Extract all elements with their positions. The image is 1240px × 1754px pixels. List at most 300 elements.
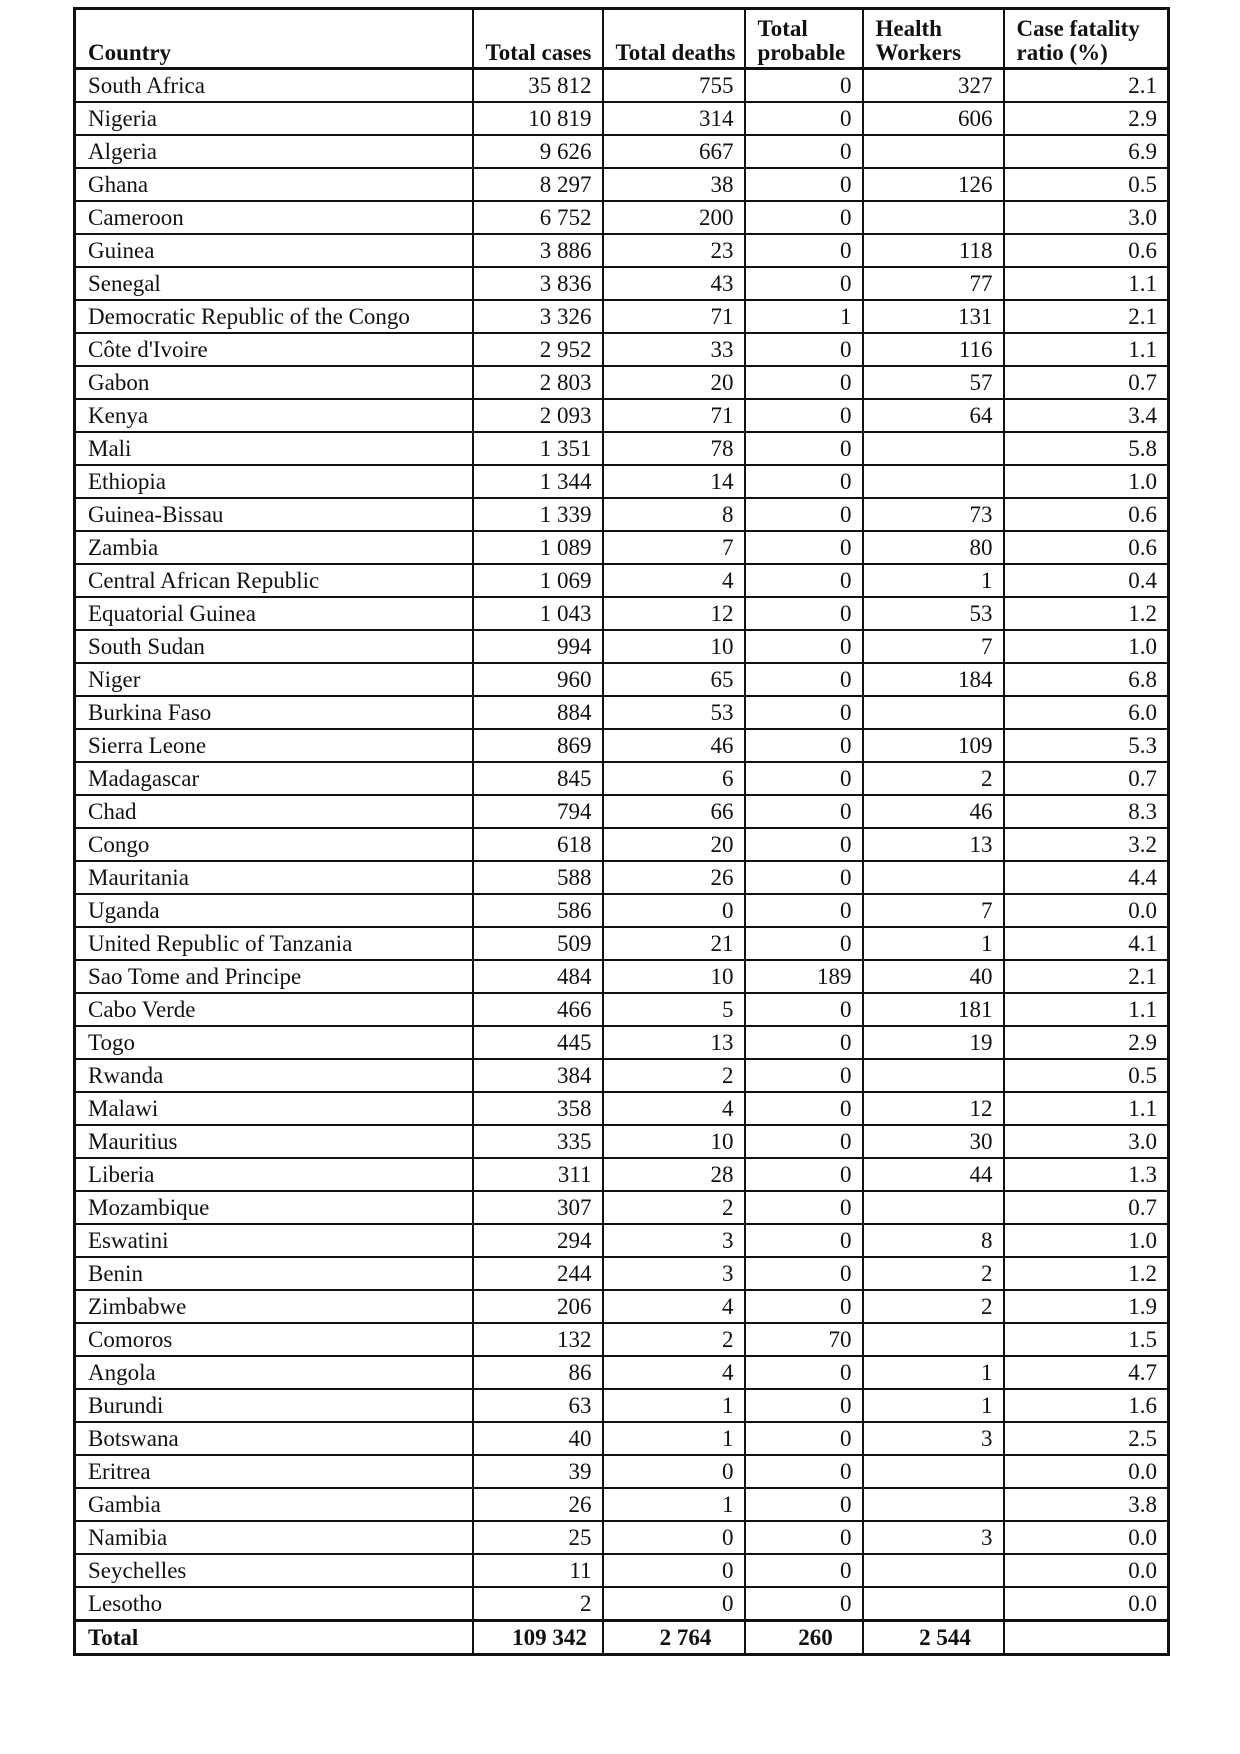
table-row: [75, 564, 1169, 597]
case-fatality-cell: 0.6: [1004, 498, 1169, 531]
case-fatality-cell: 2.1: [1004, 69, 1169, 103]
table-row: [75, 267, 1169, 300]
health-workers-cell: 13: [863, 828, 1004, 861]
total-deaths-cell: 3: [603, 1257, 745, 1290]
country-cell: Sao Tome and Principe: [75, 960, 473, 993]
total-deaths-cell: 4: [603, 1356, 745, 1389]
total-deaths-cell: 0: [603, 1554, 745, 1587]
total-cases-cell: 6 752: [473, 201, 603, 234]
total-probable-cell: 0: [745, 333, 863, 366]
total-deaths-cell: 23: [603, 234, 745, 267]
case-fatality-total: [1004, 1621, 1169, 1655]
country-cell: Central African Republic: [75, 564, 473, 597]
total-probable-cell: 0: [745, 1026, 863, 1059]
country-cell: Côte d'Ivoire: [75, 333, 473, 366]
health-workers-cell: 1: [863, 927, 1004, 960]
case-fatality-cell: 4.7: [1004, 1356, 1169, 1389]
total-probable-cell: 0: [745, 168, 863, 201]
country-cell: Chad: [75, 795, 473, 828]
country-cell: Botswana: [75, 1422, 473, 1455]
total-deaths-cell: 4: [603, 564, 745, 597]
total-cases-cell: 294: [473, 1224, 603, 1257]
health-workers-cell: 184: [863, 663, 1004, 696]
table-row: [75, 630, 1169, 663]
case-fatality-cell: 8.3: [1004, 795, 1169, 828]
case-fatality-cell: 1.1: [1004, 993, 1169, 1026]
case-fatality-cell: 2.1: [1004, 960, 1169, 993]
country-cell: Burkina Faso: [75, 696, 473, 729]
covid-cases-table: [73, 7, 1170, 1656]
total-cases-cell: 244: [473, 1257, 603, 1290]
table-row: [75, 1290, 1169, 1323]
total-probable-cell: 0: [745, 828, 863, 861]
header-total-cases: Total cases: [473, 9, 603, 69]
total-cases-cell: 1 351: [473, 432, 603, 465]
health-workers-cell: 327: [863, 69, 1004, 103]
table-row: [75, 828, 1169, 861]
country-cell: Mauritius: [75, 1125, 473, 1158]
total-cases-cell: 586: [473, 894, 603, 927]
country-cell: South Africa: [75, 69, 473, 103]
case-fatality-cell: 1.6: [1004, 1389, 1169, 1422]
covid-cases-table-container: [73, 7, 1167, 1656]
country-cell: Mauritania: [75, 861, 473, 894]
total-cases-cell: 2: [473, 1587, 603, 1621]
case-fatality-cell: 1.5: [1004, 1323, 1169, 1356]
table-row: [75, 333, 1169, 366]
table-row: [75, 1389, 1169, 1422]
total-deaths-cell: 10: [603, 960, 745, 993]
case-fatality-cell: 3.4: [1004, 399, 1169, 432]
table-row: [75, 795, 1169, 828]
header-case-fatality-ratio: Case fatality ratio (%): [1004, 9, 1169, 69]
case-fatality-cell: 1.1: [1004, 267, 1169, 300]
total-deaths-cell: 2: [603, 1191, 745, 1224]
total-cases-cell: 994: [473, 630, 603, 663]
case-fatality-cell: 1.2: [1004, 597, 1169, 630]
total-cases-cell: 794: [473, 795, 603, 828]
table-row: [75, 1554, 1169, 1587]
case-fatality-cell: 1.2: [1004, 1257, 1169, 1290]
health-workers-cell: [863, 432, 1004, 465]
total-deaths-cell: 8: [603, 498, 745, 531]
health-workers-cell: [863, 465, 1004, 498]
table-row: [75, 1191, 1169, 1224]
total-deaths-cell: 0: [603, 894, 745, 927]
case-fatality-cell: 2.1: [1004, 300, 1169, 333]
case-fatality-cell: 1.1: [1004, 333, 1169, 366]
total-probable-cell: 70: [745, 1323, 863, 1356]
total-cases-cell: 10 819: [473, 102, 603, 135]
health-workers-cell: 30: [863, 1125, 1004, 1158]
country-cell: Uganda: [75, 894, 473, 927]
total-deaths-cell: 46: [603, 729, 745, 762]
total-probable-cell: 0: [745, 1158, 863, 1191]
total-deaths-cell: 20: [603, 828, 745, 861]
country-cell: South Sudan: [75, 630, 473, 663]
table-row: [75, 1092, 1169, 1125]
total-deaths-cell: 12: [603, 597, 745, 630]
total-deaths-cell: 7: [603, 531, 745, 564]
total-probable-cell: 0: [745, 663, 863, 696]
health-workers-cell: 64: [863, 399, 1004, 432]
total-probable-cell: 1: [745, 300, 863, 333]
case-fatality-cell: 0.0: [1004, 1521, 1169, 1554]
table-row: [75, 234, 1169, 267]
table-row: [75, 1158, 1169, 1191]
country-cell: Madagascar: [75, 762, 473, 795]
total-deaths-cell: 5: [603, 993, 745, 1026]
table-row: [75, 663, 1169, 696]
total-cases-cell: 484: [473, 960, 603, 993]
country-cell: Ethiopia: [75, 465, 473, 498]
total-deaths-cell: 53: [603, 696, 745, 729]
case-fatality-cell: 3.0: [1004, 201, 1169, 234]
total-probable-cell: 0: [745, 1224, 863, 1257]
table-row: [75, 861, 1169, 894]
health-workers-cell: 3: [863, 1521, 1004, 1554]
case-fatality-cell: 0.7: [1004, 762, 1169, 795]
country-cell: Eswatini: [75, 1224, 473, 1257]
table-row: [75, 1488, 1169, 1521]
health-workers-cell: [863, 1488, 1004, 1521]
case-fatality-cell: 2.9: [1004, 102, 1169, 135]
health-workers-cell: 7: [863, 630, 1004, 663]
case-fatality-cell: 6.9: [1004, 135, 1169, 168]
country-cell: Algeria: [75, 135, 473, 168]
total-probable-cell: 0: [745, 1455, 863, 1488]
total-probable-cell: 0: [745, 135, 863, 168]
header-total-deaths: Total deaths: [603, 9, 745, 69]
country-cell: Cameroon: [75, 201, 473, 234]
total-deaths-cell: 1: [603, 1389, 745, 1422]
country-cell: Niger: [75, 663, 473, 696]
total-cases-cell: 311: [473, 1158, 603, 1191]
total-cases-cell: 1 043: [473, 597, 603, 630]
health-workers-cell: 118: [863, 234, 1004, 267]
total-probable-cell: 0: [745, 861, 863, 894]
total-probable-cell: 0: [745, 927, 863, 960]
country-cell: Sierra Leone: [75, 729, 473, 762]
total-deaths-cell: 0: [603, 1587, 745, 1621]
total-cases-cell: 3 886: [473, 234, 603, 267]
total-cases-cell: 40: [473, 1422, 603, 1455]
total-cases-cell: 2 093: [473, 399, 603, 432]
health-workers-cell: 109: [863, 729, 1004, 762]
health-workers-cell: 2: [863, 762, 1004, 795]
table-row: [75, 1026, 1169, 1059]
total-cases-cell: 307: [473, 1191, 603, 1224]
total-probable-cell: 0: [745, 102, 863, 135]
country-cell: Rwanda: [75, 1059, 473, 1092]
total-cases-cell: 358: [473, 1092, 603, 1125]
total-cases-cell: 445: [473, 1026, 603, 1059]
total-deaths-cell: 0: [603, 1455, 745, 1488]
total-probable-cell: 0: [745, 399, 863, 432]
health-workers-cell: 46: [863, 795, 1004, 828]
health-workers-cell: 53: [863, 597, 1004, 630]
case-fatality-cell: 0.7: [1004, 366, 1169, 399]
total-probable-cell: 0: [745, 1554, 863, 1587]
table-row: [75, 1521, 1169, 1554]
country-cell: Cabo Verde: [75, 993, 473, 1026]
health-workers-cell: [863, 1059, 1004, 1092]
total-deaths-cell: 13: [603, 1026, 745, 1059]
case-fatality-cell: 1.0: [1004, 1224, 1169, 1257]
header-country: Country: [75, 9, 473, 69]
total-deaths-cell: 314: [603, 102, 745, 135]
health-workers-cell: 1: [863, 1356, 1004, 1389]
health-workers-cell: 126: [863, 168, 1004, 201]
total-deaths-cell: 0: [603, 1521, 745, 1554]
health-workers-cell: 19: [863, 1026, 1004, 1059]
table-row: [75, 300, 1169, 333]
country-cell: Benin: [75, 1257, 473, 1290]
case-fatality-cell: 3.0: [1004, 1125, 1169, 1158]
total-probable-cell: 0: [745, 597, 863, 630]
total-probable-cell: 0: [745, 201, 863, 234]
total-probable-cell: 0: [745, 1059, 863, 1092]
total-deaths-cell: 755: [603, 69, 745, 103]
country-cell: Equatorial Guinea: [75, 597, 473, 630]
total-probable-cell: 0: [745, 432, 863, 465]
total-deaths-cell: 4: [603, 1290, 745, 1323]
case-fatality-cell: 4.1: [1004, 927, 1169, 960]
total-probable-cell: 0: [745, 69, 863, 103]
total-probable-cell: 0: [745, 1389, 863, 1422]
total-cases-cell: 845: [473, 762, 603, 795]
total-probable-cell: 0: [745, 1092, 863, 1125]
total-probable-cell: 189: [745, 960, 863, 993]
case-fatality-cell: 0.6: [1004, 234, 1169, 267]
total-probable-cell: 0: [745, 1521, 863, 1554]
total-deaths-cell: 21: [603, 927, 745, 960]
total-deaths-sum: 2 764: [603, 1621, 745, 1655]
total-cases-cell: 8 297: [473, 168, 603, 201]
health-workers-cell: 12: [863, 1092, 1004, 1125]
health-workers-cell: [863, 1455, 1004, 1488]
total-cases-cell: 11: [473, 1554, 603, 1587]
total-probable-sum: 260: [745, 1621, 863, 1655]
country-cell: Nigeria: [75, 102, 473, 135]
country-cell: Seychelles: [75, 1554, 473, 1587]
case-fatality-cell: 1.0: [1004, 465, 1169, 498]
total-deaths-cell: 4: [603, 1092, 745, 1125]
health-workers-cell: 1: [863, 1389, 1004, 1422]
total-probable-cell: 0: [745, 1488, 863, 1521]
case-fatality-cell: 6.8: [1004, 663, 1169, 696]
health-workers-cell: 131: [863, 300, 1004, 333]
health-workers-cell: 40: [863, 960, 1004, 993]
health-workers-cell: [863, 1191, 1004, 1224]
total-deaths-cell: 14: [603, 465, 745, 498]
health-workers-cell: 181: [863, 993, 1004, 1026]
country-cell: Namibia: [75, 1521, 473, 1554]
health-workers-cell: [863, 1554, 1004, 1587]
health-workers-cell: 2: [863, 1290, 1004, 1323]
country-cell: Malawi: [75, 1092, 473, 1125]
total-probable-cell: 0: [745, 234, 863, 267]
table-row: [75, 498, 1169, 531]
table-row: [75, 1224, 1169, 1257]
total-deaths-cell: 6: [603, 762, 745, 795]
case-fatality-cell: 0.5: [1004, 168, 1169, 201]
total-cases-cell: 1 089: [473, 531, 603, 564]
total-deaths-cell: 20: [603, 366, 745, 399]
total-probable-cell: 0: [745, 1587, 863, 1621]
health-workers-cell: 8: [863, 1224, 1004, 1257]
health-workers-cell: 2: [863, 1257, 1004, 1290]
total-cases-cell: 206: [473, 1290, 603, 1323]
total-deaths-cell: 1: [603, 1422, 745, 1455]
health-workers-cell: [863, 861, 1004, 894]
table-row: [75, 531, 1169, 564]
case-fatality-cell: 0.0: [1004, 1554, 1169, 1587]
total-deaths-cell: 71: [603, 300, 745, 333]
table-row: [75, 1455, 1169, 1488]
total-probable-cell: 0: [745, 465, 863, 498]
total-deaths-cell: 2: [603, 1323, 745, 1356]
case-fatality-cell: 5.3: [1004, 729, 1169, 762]
health-workers-cell: [863, 201, 1004, 234]
total-cases-cell: 1 344: [473, 465, 603, 498]
country-cell: Burundi: [75, 1389, 473, 1422]
total-deaths-cell: 667: [603, 135, 745, 168]
total-probable-cell: 0: [745, 894, 863, 927]
country-cell: Senegal: [75, 267, 473, 300]
table-row: [75, 729, 1169, 762]
total-cases-cell: 86: [473, 1356, 603, 1389]
total-deaths-cell: 1: [603, 1488, 745, 1521]
country-cell: Zimbabwe: [75, 1290, 473, 1323]
table-row: [75, 762, 1169, 795]
total-deaths-cell: 10: [603, 1125, 745, 1158]
table-row: [75, 465, 1169, 498]
total-cases-cell: 3 836: [473, 267, 603, 300]
total-cases-cell: 588: [473, 861, 603, 894]
total-cases-cell: 26: [473, 1488, 603, 1521]
case-fatality-cell: 0.0: [1004, 894, 1169, 927]
health-workers-cell: 3: [863, 1422, 1004, 1455]
case-fatality-cell: 1.9: [1004, 1290, 1169, 1323]
health-workers-cell: 57: [863, 366, 1004, 399]
table-header: [75, 9, 1169, 69]
table-row: [75, 960, 1169, 993]
total-probable-cell: 0: [745, 366, 863, 399]
header-row: [75, 9, 1169, 69]
table-row: [75, 1059, 1169, 1092]
total-deaths-cell: 43: [603, 267, 745, 300]
table-row: [75, 1422, 1169, 1455]
case-fatality-cell: 0.0: [1004, 1455, 1169, 1488]
country-cell: Guinea-Bissau: [75, 498, 473, 531]
table-row: [75, 1356, 1169, 1389]
country-cell: Liberia: [75, 1158, 473, 1191]
country-cell: Angola: [75, 1356, 473, 1389]
table-row: [75, 399, 1169, 432]
country-cell: Comoros: [75, 1323, 473, 1356]
total-deaths-cell: 2: [603, 1059, 745, 1092]
case-fatality-cell: 0.4: [1004, 564, 1169, 597]
case-fatality-cell: 5.8: [1004, 432, 1169, 465]
total-cases-cell: 2 952: [473, 333, 603, 366]
total-deaths-cell: 200: [603, 201, 745, 234]
total-probable-cell: 0: [745, 795, 863, 828]
health-workers-cell: [863, 1323, 1004, 1356]
total-probable-cell: 0: [745, 993, 863, 1026]
total-cases-cell: 884: [473, 696, 603, 729]
table-row: [75, 102, 1169, 135]
total-probable-cell: 0: [745, 1290, 863, 1323]
total-cases-cell: 509: [473, 927, 603, 960]
total-cases-cell: 132: [473, 1323, 603, 1356]
header-health-workers: Health Workers: [863, 9, 1004, 69]
total-probable-cell: 0: [745, 696, 863, 729]
total-deaths-cell: 10: [603, 630, 745, 663]
total-deaths-cell: 33: [603, 333, 745, 366]
total-deaths-cell: 71: [603, 399, 745, 432]
total-probable-cell: 0: [745, 498, 863, 531]
total-probable-cell: 0: [745, 630, 863, 663]
country-cell: Eritrea: [75, 1455, 473, 1488]
total-cases-cell: 35 812: [473, 69, 603, 103]
total-cases-cell: 39: [473, 1455, 603, 1488]
table-row: [75, 597, 1169, 630]
country-cell: Democratic Republic of the Congo: [75, 300, 473, 333]
table-row: [75, 168, 1169, 201]
table-row: [75, 201, 1169, 234]
total-probable-cell: 0: [745, 762, 863, 795]
total-probable-cell: 0: [745, 267, 863, 300]
table-row: [75, 894, 1169, 927]
total-deaths-cell: 38: [603, 168, 745, 201]
total-cases-cell: 960: [473, 663, 603, 696]
total-deaths-cell: 3: [603, 1224, 745, 1257]
country-cell: Togo: [75, 1026, 473, 1059]
table-row: [75, 432, 1169, 465]
total-cases-cell: 869: [473, 729, 603, 762]
total-probable-cell: 0: [745, 1422, 863, 1455]
health-workers-cell: [863, 135, 1004, 168]
country-cell: Guinea: [75, 234, 473, 267]
country-cell: Congo: [75, 828, 473, 861]
total-cases-cell: 618: [473, 828, 603, 861]
table-body: [75, 69, 1169, 1655]
country-cell: Mali: [75, 432, 473, 465]
total-cases-cell: 466: [473, 993, 603, 1026]
total-cases-cell: 384: [473, 1059, 603, 1092]
table-row: [75, 1257, 1169, 1290]
health-workers-cell: 44: [863, 1158, 1004, 1191]
case-fatality-cell: 0.6: [1004, 531, 1169, 564]
health-workers-cell: [863, 696, 1004, 729]
total-cases-cell: 63: [473, 1389, 603, 1422]
country-cell: Gambia: [75, 1488, 473, 1521]
country-cell: Mozambique: [75, 1191, 473, 1224]
total-probable-cell: 0: [745, 1257, 863, 1290]
total-cases-cell: 1 069: [473, 564, 603, 597]
total-cases-cell: 1 339: [473, 498, 603, 531]
total-probable-cell: 0: [745, 564, 863, 597]
health-workers-cell: 606: [863, 102, 1004, 135]
case-fatality-cell: 1.1: [1004, 1092, 1169, 1125]
case-fatality-cell: 1.3: [1004, 1158, 1169, 1191]
total-deaths-cell: 26: [603, 861, 745, 894]
case-fatality-cell: 0.0: [1004, 1587, 1169, 1621]
country-cell: Ghana: [75, 168, 473, 201]
health-workers-sum: 2 544: [863, 1621, 1004, 1655]
total-cases-cell: 25: [473, 1521, 603, 1554]
